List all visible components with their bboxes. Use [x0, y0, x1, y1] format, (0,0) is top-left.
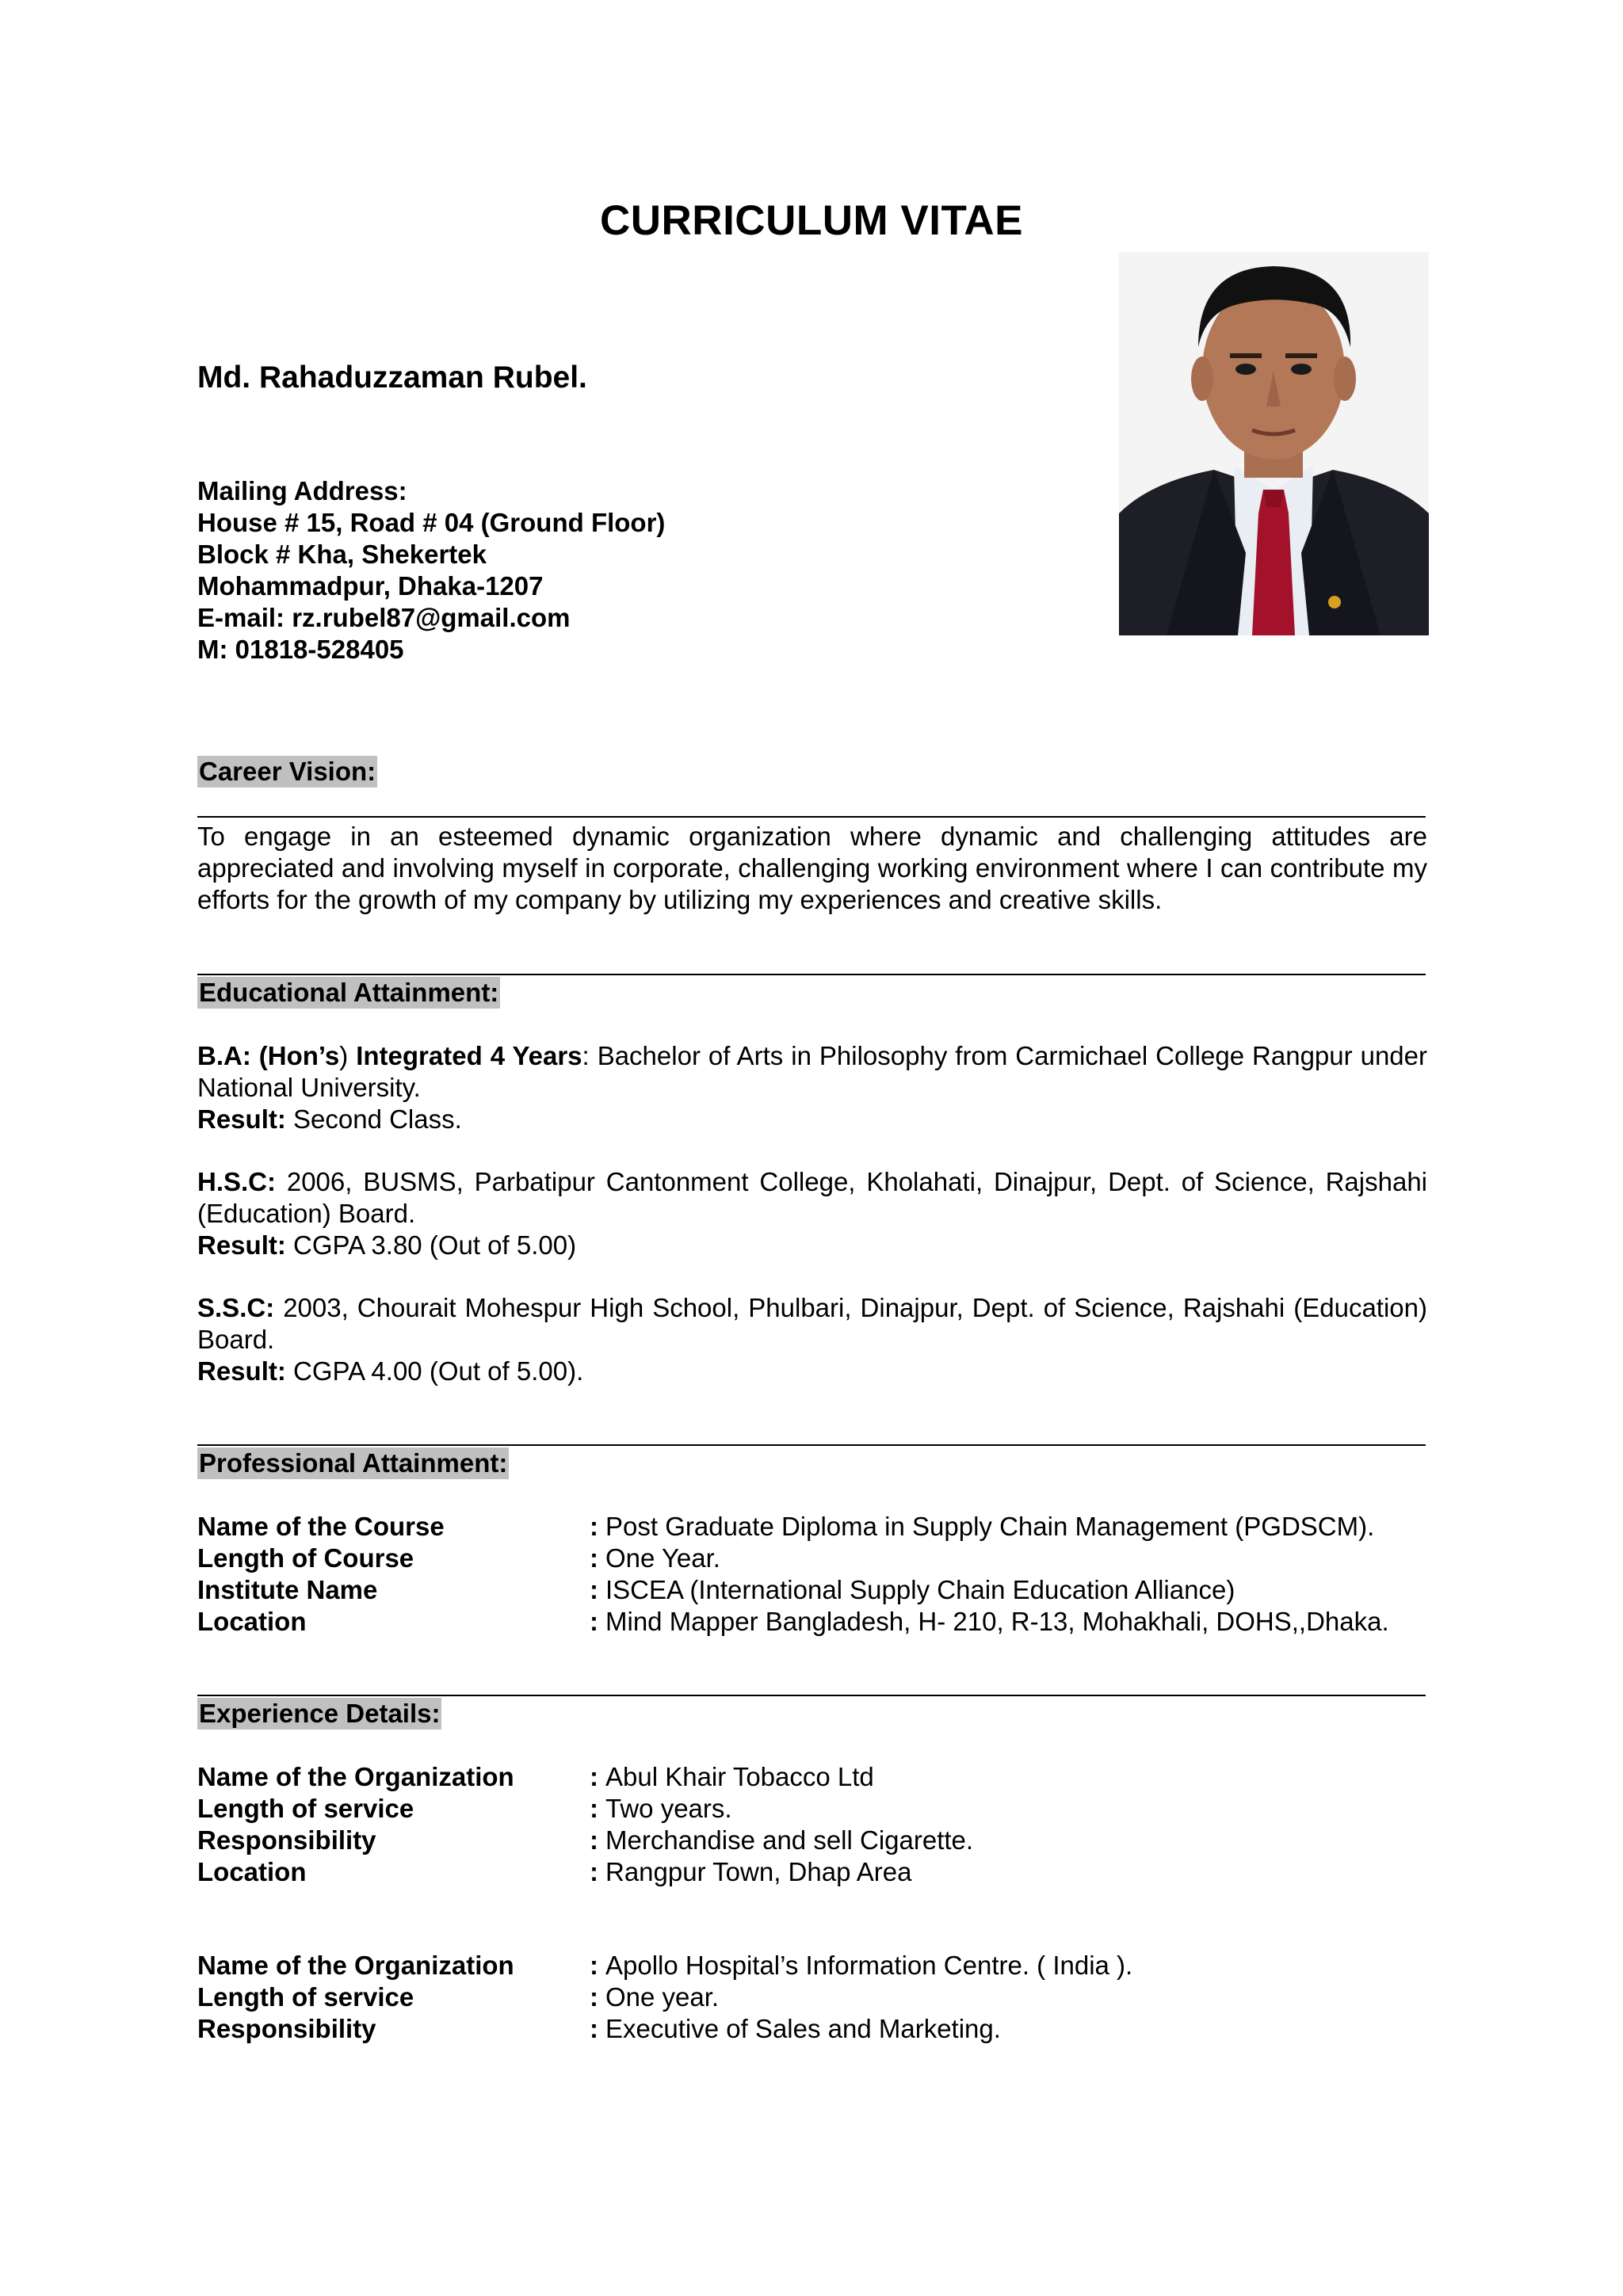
- detail-value: ISCEA (International Supply Chain Education Alliance): [605, 1575, 1235, 1604]
- detail-row: [197, 1606, 1434, 1638]
- detail-row: [197, 1761, 1434, 1793]
- detail-row: [197, 1981, 1434, 2013]
- section-divider: [197, 1695, 1426, 1696]
- hsc-label: H.S.C:: [197, 1167, 276, 1196]
- hsc-result: CGPA 3.80 (Out of 5.00): [285, 1230, 577, 1260]
- detail-key: Location: [197, 1607, 307, 1636]
- ba-label-years: Integrated 4 Years: [348, 1041, 582, 1070]
- ba-result: Second Class.: [285, 1104, 462, 1134]
- detail-colon: :: [590, 1543, 598, 1573]
- detail-key: Length of service: [197, 1794, 414, 1823]
- experience-heading: Experience Details:: [199, 1699, 441, 1728]
- education-ssc: [197, 1292, 1427, 1387]
- detail-key: Name of the Organization: [197, 1762, 514, 1791]
- detail-row: [197, 1793, 1434, 1825]
- detail-value: Apollo Hospital’s Information Centre. ( India ).: [605, 1951, 1133, 1980]
- detail-value: Abul Khair Tobacco Ltd: [605, 1762, 874, 1791]
- detail-colon: :: [590, 1762, 598, 1791]
- detail-key: Length of Course: [197, 1543, 414, 1573]
- ssc-result-label: Result:: [197, 1356, 286, 1386]
- mailing-address: [197, 475, 665, 666]
- detail-value: One Year.: [605, 1543, 720, 1573]
- detail-colon: :: [590, 2014, 598, 2043]
- career-vision-text: To engage in an esteemed dynamic organization where dynamic and challenging attitudes are appreciated and involving myself in corporate, challenging working environment where I can contribute my efforts for the growth of my company by utilizing my experiences and creative skills.: [197, 822, 1427, 914]
- detail-value: Executive of Sales and Marketing.: [605, 2014, 1001, 2043]
- section-divider: [197, 816, 1426, 818]
- detail-colon: :: [590, 1982, 598, 2012]
- detail-colon: :: [590, 1951, 598, 1980]
- hsc-result-label: Result:: [197, 1230, 286, 1260]
- professional-details: [197, 1511, 1434, 1638]
- experience-job-1: [197, 1761, 1434, 1888]
- page-title: CURRICULUM VITAE: [599, 197, 1024, 244]
- detail-row: [197, 1856, 1434, 1888]
- education-ba: [197, 1040, 1427, 1135]
- detail-colon: :: [590, 1575, 598, 1604]
- address-line: Mohammadpur, Dhaka-1207: [197, 571, 544, 601]
- detail-value: Mind Mapper Bangladesh, H- 210, R-13, Mohakhali, DOHS,,Dhaka.: [605, 1607, 1389, 1636]
- career-vision-heading: Career Vision:: [199, 757, 376, 786]
- detail-value: One year.: [605, 1982, 720, 2012]
- detail-key: Length of service: [197, 1982, 414, 2012]
- detail-row: [197, 1574, 1434, 1606]
- detail-colon: :: [590, 1512, 598, 1541]
- detail-row: [197, 2013, 1434, 2045]
- ssc-result: CGPA 4.00 (Out of 5.00).: [285, 1356, 584, 1386]
- detail-key: Responsibility: [197, 1825, 376, 1855]
- detail-row: [197, 1511, 1434, 1543]
- ba-text: : Bachelor of Arts in Philosophy from Carmichael College Rangpur under National University.: [197, 1041, 1427, 1102]
- profile-photo: [1119, 252, 1429, 635]
- candidate-name: Md. Rahaduzzaman Rubel.: [197, 360, 587, 395]
- ssc-text: 2003, Chourait Mohespur High School, Phulbari, Dinajpur, Dept. of Science, Rajshahi (Education) Board.: [197, 1293, 1427, 1354]
- ssc-label: S.S.C:: [197, 1293, 275, 1322]
- detail-value: Merchandise and sell Cigarette.: [605, 1825, 974, 1855]
- professional-heading: Professional Attainment:: [199, 1448, 508, 1478]
- detail-colon: :: [590, 1825, 598, 1855]
- detail-colon: :: [590, 1857, 598, 1886]
- section-divider: [197, 974, 1426, 975]
- hsc-text: 2006, BUSMS, Parbatipur Cantonment College, Kholahati, Dinajpur, Dept. of Science, Rajshahi (Education) Board.: [197, 1167, 1427, 1228]
- email-text: E-mail: rz.rubel87@gmail.com: [197, 603, 571, 632]
- detail-key: Name of the Course: [197, 1512, 445, 1541]
- detail-key: Name of the Organization: [197, 1951, 514, 1980]
- address-label: Mailing Address:: [197, 476, 407, 505]
- detail-colon: :: [590, 1794, 598, 1823]
- address-line: Block # Kha, Shekertek: [197, 540, 487, 569]
- detail-key: Location: [197, 1857, 307, 1886]
- education-heading: Educational Attainment:: [199, 978, 499, 1007]
- detail-row: [197, 1543, 1434, 1574]
- ba-paren: ): [339, 1041, 349, 1070]
- detail-value: Two years.: [605, 1794, 732, 1823]
- experience-job-2: [197, 1950, 1434, 2045]
- section-divider: [197, 1444, 1426, 1446]
- ba-label: B.A: (Hon’s: [197, 1041, 340, 1070]
- detail-row: [197, 1950, 1434, 1981]
- detail-colon: :: [590, 1607, 598, 1636]
- ba-result-label: Result:: [197, 1104, 286, 1134]
- address-line: House # 15, Road # 04 (Ground Floor): [197, 508, 666, 537]
- detail-row: [197, 1825, 1434, 1856]
- detail-key: Responsibility: [197, 2014, 376, 2043]
- detail-value: Post Graduate Diploma in Supply Chain Management (PGDSCM).: [605, 1512, 1375, 1541]
- education-hsc: [197, 1166, 1427, 1261]
- detail-key: Institute Name: [197, 1575, 378, 1604]
- detail-value: Rangpur Town, Dhap Area: [605, 1857, 912, 1886]
- phone-text: M: 01818-528405: [197, 635, 404, 664]
